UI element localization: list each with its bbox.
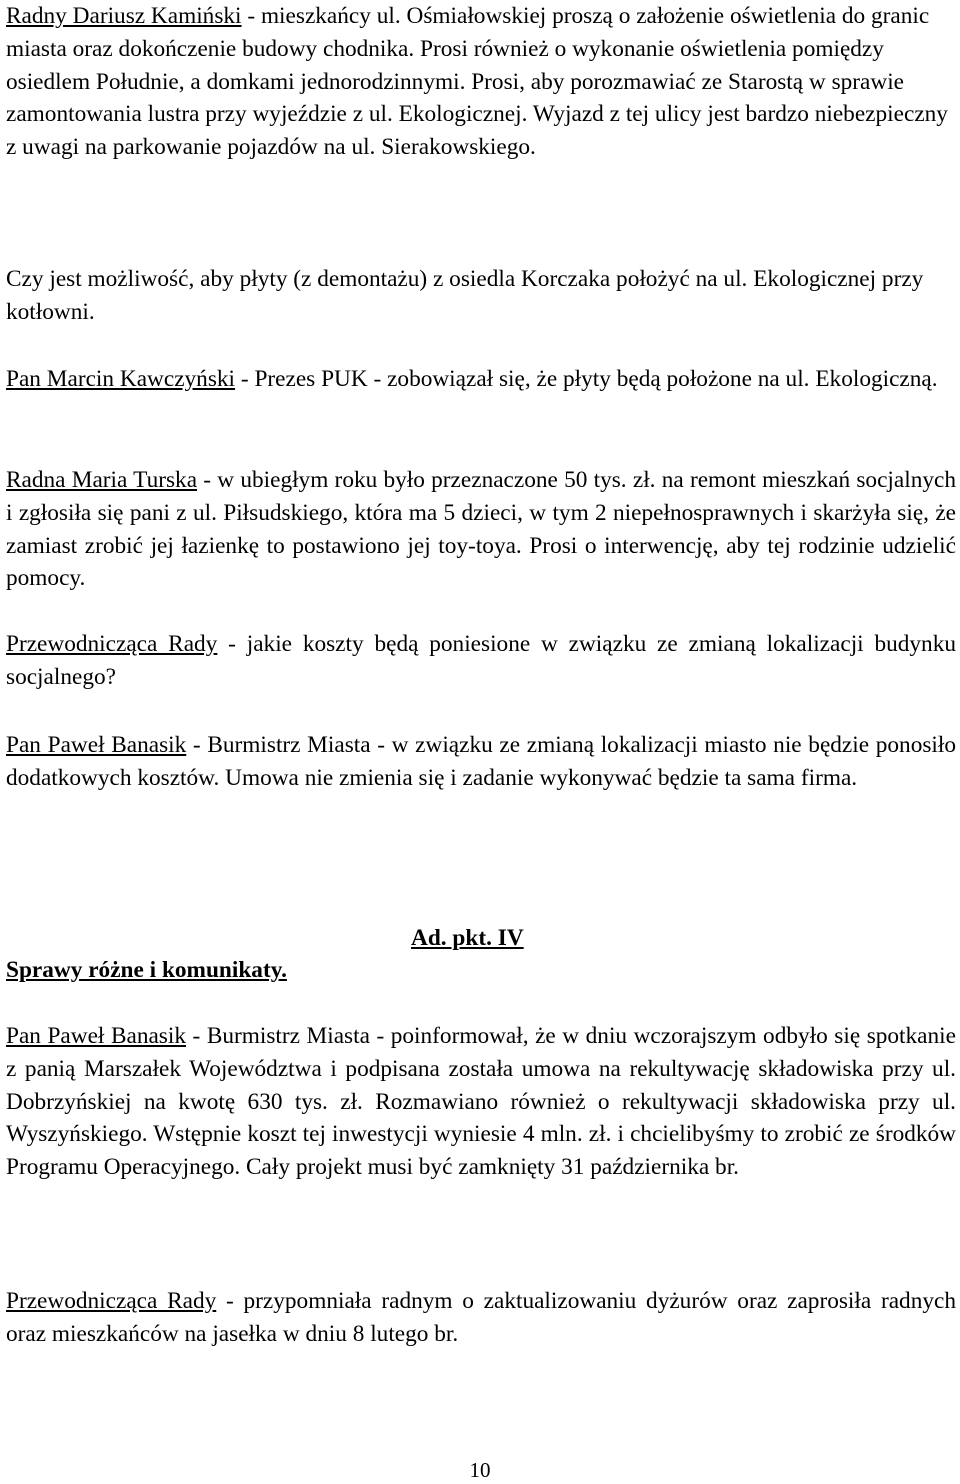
paragraph-text: - Burmistrz Miasta - poinformował, że w dniu wczorajszym odbyło się spotkanie z panią Marszałek Województwa i podpisana została umowa na rekultywację składowiska przy ul. Dobrzyńskiej na kwotę 630 tys. zł. Rozmawiano również o rekultywacji składowiska przy ul. Wyszyńskiego. Wstępnie koszt tej inwestycji wyniesie 4 mln. zł. i chcielibyśmy to zrobić ze środków Programu Operacyjnego. Cały projekt musi być zamknięty 31 października br. [6, 1023, 956, 1181]
paragraph-kawczynski [6, 363, 956, 396]
speaker-name: Radna Maria Turska [6, 467, 198, 493]
paragraph-text: Czy jest możliwość, aby płyty (z demontażu) z osiedla Korczaka położyć na ul. Ekologicznej przy kotłowni. [6, 266, 924, 325]
paragraph-text: - mieszkańcy ul. Ośmiałowskiej proszą o założenie oświetlenia do granic miasta oraz dokończenie budowy chodnika. Prosi również o wykonanie oświetlenia pomiędzy osiedlem Południe, a domkami jednorodzinnymi. Prosi, aby porozmawiać ze Starostą w sprawie zamontowania lustra przy wyjeździe z ul. Ekologicznej. Wyjazd z tej ulicy jest bardzo niebezpieczny z uwagi na parkowanie pojazdów na ul. Sierakowskiego. [6, 3, 948, 161]
paragraph-plyty-question [6, 263, 956, 329]
paragraph-text: - jakie koszty będą poniesione w związku ze zmianą lokalizacji budynku socjalnego? [6, 631, 957, 690]
paragraph-text: - w ubiegłym roku było przeznaczone 50 tys. zł. na remont mieszkań socjalnych i zgłosiła się pani z ul. Piłsudskiego, która ma 5 dzieci, w tym 2 niepełnosprawnych i skarżyła się, że zamiast zrobić jej łazienkę to postawiono jej toy-toya. Prosi o interwencję, aby tej rodzinie udzielić pomocy. [6, 467, 956, 592]
paragraph-turska [6, 464, 956, 595]
speaker-name: Przewodnicząca Rady [6, 631, 218, 657]
paragraph-kaminski [6, 0, 956, 164]
speaker-name: Radny Dariusz Kamiński [6, 3, 242, 29]
speaker-name: Przewodnicząca Rady [6, 1288, 217, 1314]
speaker-name: Pan Paweł Banasik [6, 732, 187, 758]
paragraph-banasik-answer [6, 729, 956, 795]
page-number: 10 [469, 1458, 491, 1482]
section-title: Sprawy różne i komunikaty. [6, 957, 287, 983]
speaker-name: Pan Marcin Kawczyński [6, 366, 236, 392]
paragraph-banasik-info [6, 1020, 956, 1184]
paragraph-text: - Burmistrz Miasta - w związku ze zmianą lokalizacji miasto nie będzie ponosiło dodatkowych kosztów. Umowa nie zmienia się i zadanie wykonywać będzie ta sama firma. [6, 732, 956, 791]
speaker-name: Pan Paweł Banasik [6, 1023, 186, 1049]
paragraph-text: - przypomniała radnym o zaktualizowaniu dyżurów oraz zaprosiła radnych oraz mieszkańców na jasełka w dniu 8 lutego br. [6, 1288, 956, 1347]
paragraph-przewodniczaca-info [6, 1285, 956, 1351]
agenda-point-heading: Ad. pkt. IV [411, 925, 524, 951]
paragraph-przewodniczaca-question [6, 628, 956, 694]
paragraph-text: - Prezes PUK - zobowiązał się, że płyty będą położone na ul. Ekologiczną. [235, 366, 938, 392]
